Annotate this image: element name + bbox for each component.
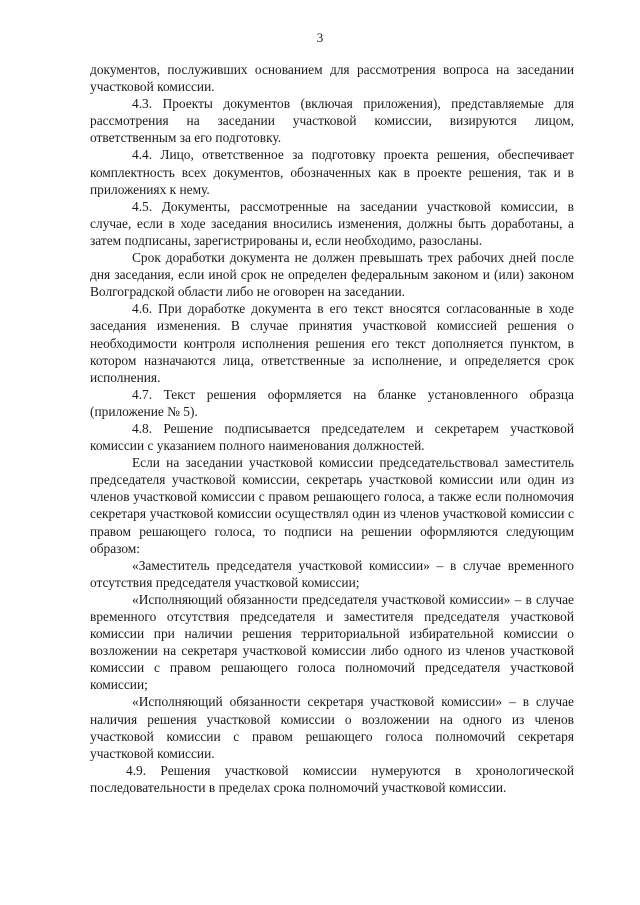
page-number: 3: [316, 30, 324, 45]
paragraph-4-4: 4.4. Лицо, ответственное за подготовку проекта решения, обеспечивает комплектность всех документов, обозначенных как в проекте решения, так и в приложениях к нему.: [90, 147, 574, 197]
paragraph-4-7: 4.7. Текст решения оформляется на бланке установленного образца (приложение № 5).: [90, 386, 574, 419]
paragraph-4-6: 4.6. При доработке документа в его текст вносятся согласованные в ходе заседания изменения. В случае принятия участковой комиссией решения о необходимости контроля исполнения решения его текст дополняется пунктом, в котором назначаются лица, ответственные за исполнение, и определяется срок исполнения.: [90, 301, 574, 385]
paragraph-signatures: Если на заседании участковой комиссии председательствовал заместитель председателя участковой комиссии, секретарь участковой комиссии или один из членов участковой комиссии с правом решающего голоса, а также если полномочия секретаря участковой комиссии осуществлял один из членов участковой комиссии с правом решающего голоса, то подписи на решении оформляются следующим образом:: [90, 455, 574, 556]
document-body: [90, 61, 574, 796]
paragraph-4-8: 4.8. Решение подписывается председателем и секретарем участковой комиссии с указанием полного наименования должностей.: [90, 420, 574, 454]
paragraph-deputy-chair: «Заместитель председателя участковой комиссии» – в случае временного отсутствия председателя участковой комиссии;: [90, 557, 574, 590]
paragraph-4-9: 4.9. Решения участковой комиссии нумеруются в хронологической последовательности в пределах срока полномочий участковой комиссии.: [90, 762, 574, 795]
paragraph-continuation: документов, послуживших основанием для рассмотрения вопроса на заседании участковой комиссии.: [90, 62, 574, 95]
paragraph-4-3: 4.3. Проекты документов (включая приложения), представляемые для рассмотрения на заседании участковой комиссии, визируются лицом, ответственным за его подготовку.: [90, 96, 574, 146]
paragraph-acting-secretary: «Исполняющий обязанности секретаря участковой комиссии» – в случае наличия решения участковой комиссии о возложении на одного из членов участковой комиссии с правом решающего голоса полномочий секретаря участковой комиссии.: [90, 694, 574, 761]
paragraph-deadline: Срок доработки документа не должен превышать трех рабочих дней после дня заседания, если иной срок не определен федеральным законом и (или) законом Волгоградской области либо не оговорен на заседании.: [90, 250, 574, 300]
paragraph-4-5: 4.5. Документы, рассмотренные на заседании участковой комиссии, в случае, если в ходе заседания вносились изменения, должны быть доработаны, а затем подписаны, зарегистрированы и, если необходимо, разосланы.: [90, 198, 574, 248]
paragraph-acting-chair: «Исполняющий обязанности председателя участковой комиссии» – в случае временного отсутствия председателя и заместителя председателя участковой комиссии при наличии решения территориальной избирательной комиссии о возложении на секретаря участковой комиссии либо одного из членов участковой комиссии с правом решающего голоса полномочий председателя участковой комиссии;: [90, 591, 574, 693]
